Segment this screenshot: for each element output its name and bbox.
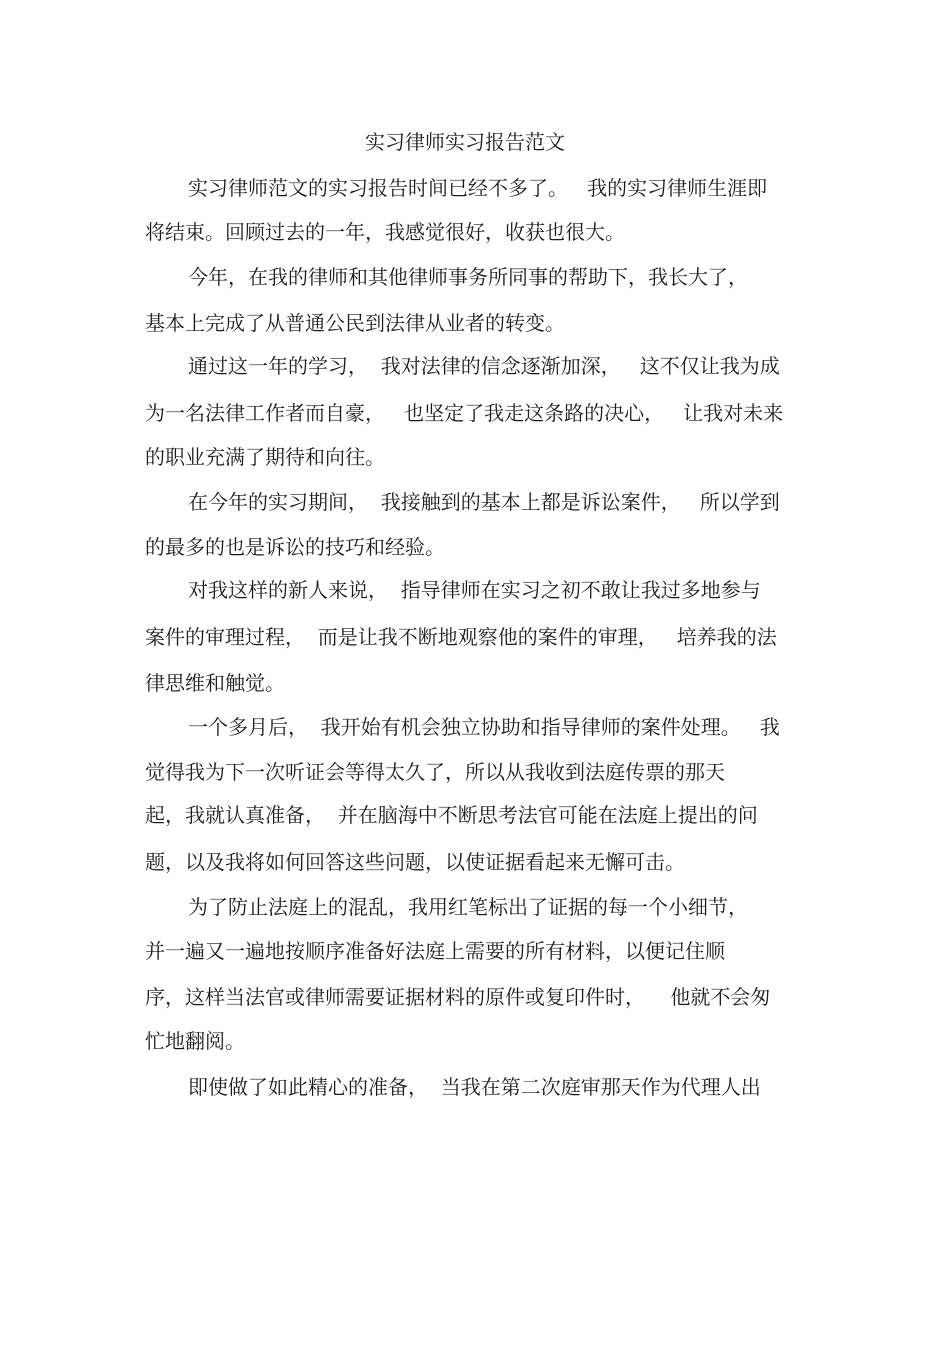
body-line: 为了防止法庭上的混乱，我用红笔标出了证据的每一个小细节， — [188, 895, 748, 919]
body-line: 案件的审理过程， 而是让我不断地观察他的案件的审理， 培养我的法 — [145, 625, 777, 649]
body-line: 今年，在我的律师和其他律师事务所同事的帮助下，我长大了， — [188, 265, 748, 289]
body-line: 实习律师范文的实习报告时间已经不多了。 我的实习律师生涯即 — [188, 176, 768, 200]
body-line: 题，以及我将如何回答这些问题，以使证据看起来无懈可击。 — [145, 850, 685, 874]
body-line: 对我这样的新人来说， 指导律师在实习之初不敢让我过多地参与 — [188, 578, 761, 602]
document-title: 实习律师实习报告范文 — [365, 130, 565, 154]
body-line: 忙地翻阅。 — [145, 1029, 245, 1053]
body-line: 即使做了如此精心的准备， 当我在第二次庭审那天作为代理人出 — [188, 1075, 761, 1099]
body-line: 起，我就认真准备， 并在脑海中不断思考法官可能在法庭上提出的问 — [145, 803, 758, 827]
body-line: 律思维和触觉。 — [145, 671, 285, 695]
body-line: 在今年的实习期间， 我接触到的基本上都是诉讼案件， 所以学到 — [188, 490, 780, 514]
body-line: 通过这一年的学习， 我对法律的信念逐渐加深， 这不仅让我为成 — [188, 354, 780, 378]
body-line: 觉得我为下一次听证会等得太久了，所以从我收到法庭传票的那天 — [145, 760, 725, 784]
body-line: 为一名法律工作者而自豪， 也坚定了我走这条路的决心， 让我对未来 — [145, 401, 784, 425]
body-line: 并一遍又一遍地按顺序准备好法庭上需要的所有材料，以便记住顺 — [145, 939, 725, 963]
body-line: 将结束。回顾过去的一年，我感觉很好，收获也很大。 — [145, 220, 625, 244]
body-line: 一个多月后， 我开始有机会独立协助和指导律师的案件处理。 我 — [188, 715, 780, 739]
body-line: 的职业充满了期待和向往。 — [145, 445, 385, 469]
body-line: 的最多的也是诉讼的技巧和经验。 — [145, 535, 445, 559]
body-line: 序，这样当法官或律师需要证据材料的原件或复印件时， 他就不会匆 — [145, 985, 771, 1009]
body-line: 基本上完成了从普通公民到法律从业者的转变。 — [145, 311, 565, 335]
